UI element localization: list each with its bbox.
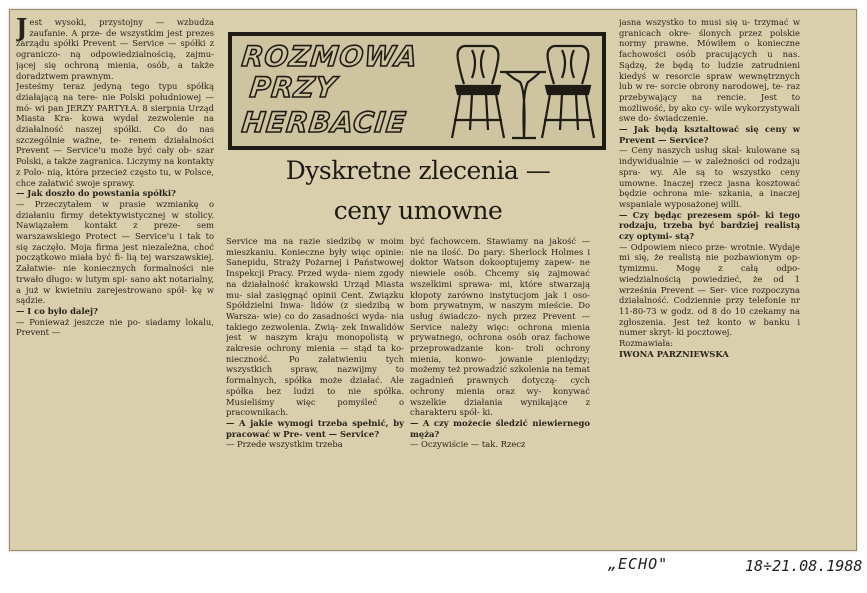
text-column-2 [226,236,404,545]
column-1-body [16,17,214,338]
article-paragraph: — Ceny naszych usług skal- kulowane są indywidualnie — w zależności od rodzaju spra- wy. Ale są to wszystko ceny umowne. Inaczej rzecz jasna kosztować będzie ochrona mie- szkania, a inaczej wspaniale wyposażonej willi. [619,145,800,209]
chairs-and-table-illustration [442,38,602,144]
banner-title-line-1: ROZMOWA [240,40,420,73]
article-paragraph: Jesteśmy teraz jedyną tego typu spółką działającą na tere- nie Polski południowej — mó- wi pan JERZY PARTYŁA. 8 sierpnia Urząd Miasta Kra- kowa wydał zezwolenie na działalność naszej spółki. Co do nas szczególnie ważne, te- renem działalności Prevent — Service'u może być cały ob- szar Polski, a także zagranica. Liczymy na kontakty z Polo- nią, która przecież często tu, w Polsce, chce załatwić swoje sprawy. [16,81,214,188]
text-column-1 [16,17,214,543]
drop-cap: J [16,17,28,42]
article-paragraph: est wysoki, przystojny — wzbudza zaufanie. A prze- de wszystkim jest prezes zarządu spółki Prevent — Service — spółki z ograniczo- ną odpowiedzialnością, zajmu- jącej się ochroną mienia, osób, a także doradztwem prawnym. [16,17,214,81]
column-2-body [226,236,404,450]
banner-title-line-3: HERBACIE [240,106,409,139]
interview-question: — A jakie wymogi trzeba spełnić, by pracować w Pre- vent — Service? [226,417,404,439]
handwritten-source-date: 18÷21.08.1988 [745,557,863,575]
interview-question: — Jak doszło do powstania spółki? [16,188,176,199]
section-banner [228,32,606,150]
banner-title-line-2: PRZY [248,71,339,104]
article-paragraph: Rozmawiała: [619,338,674,349]
article-paragraph: być fachowcem. Stawiamy na jakość — nie na ilość. Do pary: Sherlock Holmes i doktor Watson dokooptujemy zapew- ne niewiele osób. Chcemy się zajmować wszelkimi sprawa- mi, które stwarzają kłopoty zarówno instytucjom jak i oso- bom prywatnym, w naszym mieście. Do usług świadczo- nych przez Prevent — Service należy więc: ochrona mienia prywatnego, ochrona osób oraz fachowe przeprowadzanie kon- troli ochrony mienia, konwo- jowanie pieniędzy; możemy też prowadzić szkolenia na temat zagadnień prawnych dotyczą- cych ochrony mienia oraz wy- konywać wszelkie działania wynikające z charakteru spół- ki. [410,236,590,418]
column-3-body [410,236,590,450]
article-headline-line-1: Dyskretne zlecenia — [285,156,551,185]
article-paragraph: — Oczywiście — tak. Rzecz [410,439,526,450]
newspaper-clipping [9,9,857,551]
text-column-3 [410,236,590,545]
article-headline-line-2: ceny umowne [333,196,503,225]
article-paragraph: — Ponieważ jeszcze nie po- siadamy lokalu, Prevent — [16,316,214,338]
article-paragraph: — Przede wszystkim trzeba [226,439,343,450]
author-signature: IWONA PARZNIEWSKA [619,348,729,359]
interview-question: — Czy będąc prezesem spół- ki tego rodzaju, trzeba być bardziej realistą czy optymi- stą? [619,209,800,242]
interview-question: — Jak będą kształtować się ceny w Prevent — Service? [619,124,800,145]
article-paragraph: Service ma na razie siedzibę w moim mieszkaniu. Konieczne były więc opinie: Sanepidu, Straży Pożarnej i Państwowej Inspekcji Pracy. Przed wyda- niem zgody na działalność krakowski Urząd Miasta mu- siał zasięgnąć opinii Cent. Związku Spółdzielni Inwa- lidów (z siedzibą w Warsza- wie) co do zasadności wyda- nia takiego zezwolenia. Zwią- zek Inwalidów jest w naszym kraju monopolistą w zakresie ochrony mienia — stąd ta ko- nieczność. Po załatwieniu tych wszystkich spraw, nazwijmy to formalnych, spółka może działać. Ale spółka bez ludzi to nie spółka. Musieliśmy więc pomyśleć o pracownikach. [226,236,404,418]
interview-question: — A czy możecie śledzić niewiernego męża? [410,417,590,439]
interview-question: — I co było dalej? [16,305,98,316]
text-column-4 [619,17,800,543]
article-paragraph: — Przeczytałem w prasie wzmiankę o działaniu firmy detektywistycznej w stolicy. Nawiązałem kontakt z preze- sem warszawskiego Protect — Service'u i tak to się zaczęło. Moja firma jest niezależna, choć początkowo miała być fi- lią tej warszawskiej. Załatwie- nie koniecznych formalności nie trwało długo: w lutym spi- sano akt notarialny, a już w kwietniu zarejestrowano spół- kę w sądzie. [16,198,214,306]
banner-panel [232,36,602,146]
column-4-body [619,17,800,360]
handwritten-source-name: „ECHO" [608,555,669,573]
article-paragraph: jasna wszystko to musi się u- trzymać w granicach okre- ślonych przez polskie normy prawne. Mówiłem o konieczne fachowości osób pracujących u nas. Sądzę, że będą to ludzie zatrudnieni kiedyś w resorcie spraw wewnętrznych lub w re- sorcie obrony narodowej, te- raz przebywający na rencie. Jest to możliwość, by ako cy- wile wykorzystywali swe do- świadczenie. [619,17,800,124]
article-paragraph: — Odpowiem nieco prze- wrotnie. Wydaje mi się, że realistą nie pozbawionym op- tymizmu. Mogę z całą odpo- wiedzialnością powiedzieć, że od 1 września Prevent — Ser- vice rozpoczyna działalność. Codziennie przy telefonie nr 11-80-73 w godz. od 8 do 10 czekamy na zgłoszenia. Jest też konto w banku i numer skryt- ki pocztowej. [619,241,800,338]
